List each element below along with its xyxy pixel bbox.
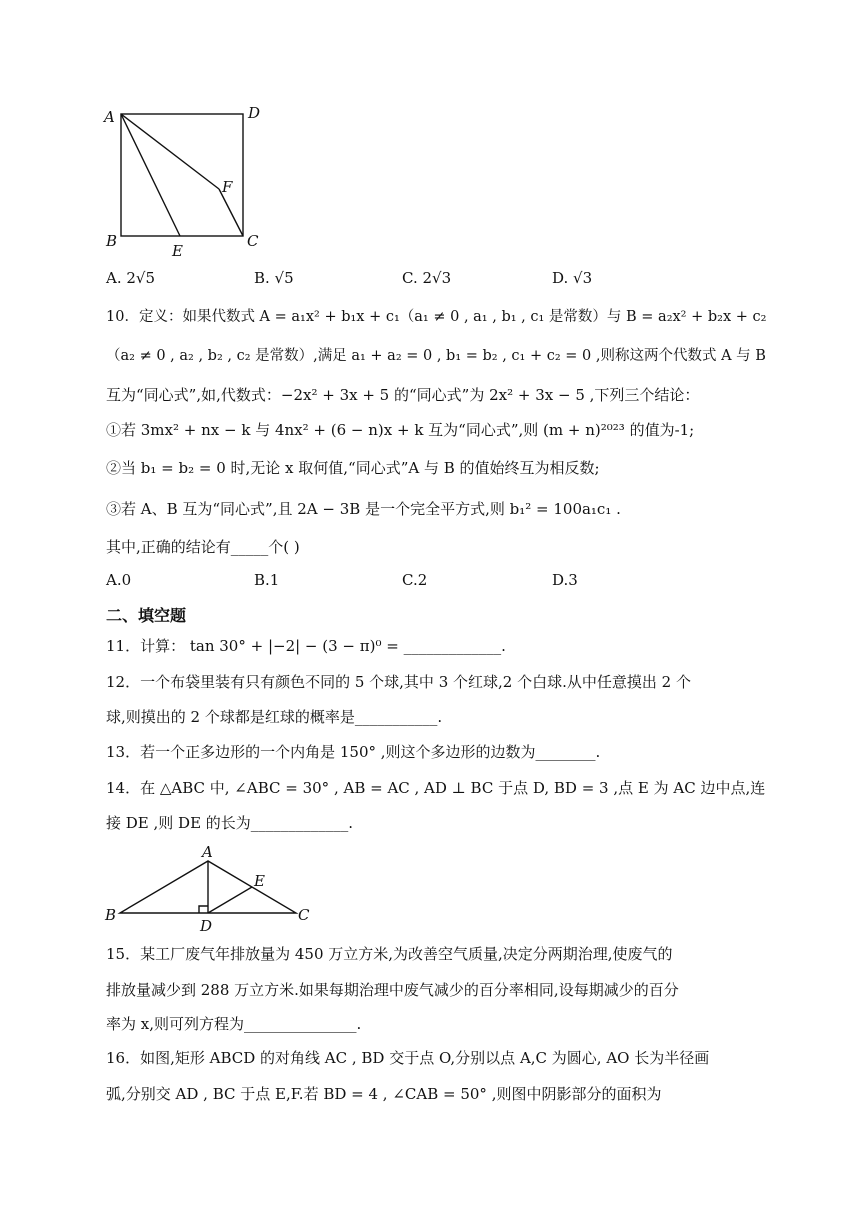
tri-label-d: D: [200, 917, 213, 935]
q9-option-c: C. 2√3: [402, 269, 452, 287]
q10-line-3: 互为“同心式”,如,代数式：−2x² + 3x + 5 的“同心式”为 2x² + 3x − 5 ,下列三个结论：: [106, 386, 700, 404]
tri-label-b: B: [105, 906, 117, 924]
q14-line-1: 14．在 △ABC 中, ∠ABC = 30° , AB = AC , AD ⊥ BC 于点 D, BD = 3 ,点 E 为 AC 边中点,连: [106, 779, 766, 797]
segment-fc: [219, 189, 243, 236]
q12-line-2: 球,则摸出的 2 个球都是红球的概率是___________.: [106, 708, 443, 726]
q9-option-d: D. √3: [552, 269, 593, 287]
q16-line-1: 16．如图,矩形 ABCD 的对角线 AC , BD 交于点 O,分别以点 A,C 为圆心, AO 长为半径画: [106, 1049, 710, 1067]
tri-label-a: A: [202, 843, 213, 861]
q9-option-b: B. √5: [254, 269, 294, 287]
segment-af: [121, 114, 219, 189]
tri-label-c: C: [298, 906, 310, 924]
q10-statement-2: ②当 b₁ = b₂ = 0 时,无论 x 取何值,“同心式”A 与 B 的值始终互为相反数;: [106, 459, 600, 477]
q10-statement-3: ③若 A、B 互为“同心式”,且 2A − 3B 是一个完全平方式,则 b₁² = 100a₁c₁ .: [106, 500, 621, 518]
tri-label-e: E: [254, 872, 265, 890]
label-c: C: [247, 232, 259, 250]
q10-option-a: A.0: [106, 571, 132, 589]
q12-line-1: 12．一个布袋里装有只有颜色不同的 5 个球,其中 3 个红球,2 个白球.从中任意摸出 2 个: [106, 673, 691, 691]
q15-line-2: 排放量减少到 288 万立方米.如果每期治理中废气减少的百分率相同,设每期减少的百分: [106, 981, 679, 999]
q10-option-b: B.1: [254, 571, 280, 589]
label-e: E: [172, 242, 183, 260]
q10-statement-1: ①若 3mx² + nx − k 与 4nx² + (6 − n)x + k 互为“同心式”,则 (m + n)²⁰²³ 的值为-1;: [106, 421, 695, 439]
square-abcd: [121, 114, 243, 236]
q14-line-2: 接 DE ,则 DE 的长为_____________.: [106, 814, 354, 832]
q10-line-1: 10．定义：如果代数式 A = a₁x² + b₁x + c₁（a₁ ≠ 0 , a₁ , b₁ , c₁ 是常数）与 B = a₂x² + b₂x + c₂: [106, 309, 767, 325]
q16-line-2: 弧,分别交 AD , BC 于点 E,F.若 BD = 4 , ∠CAB = 50° ,则图中阴影部分的面积为: [106, 1085, 662, 1103]
q10-line-2: （a₂ ≠ 0 , a₂ , b₂ , c₂ 是常数）,满足 a₁ + a₂ = 0 , b₁ = b₂ , c₁ + c₂ = 0 ,则称这两个代数式 A 与 B: [106, 348, 766, 364]
q13: 13．若一个正多边形的一个内角是 150° ,则这个多边形的边数为________.: [106, 743, 601, 761]
q10-question: 其中,正确的结论有_____个( ): [106, 538, 300, 556]
label-f: F: [222, 178, 233, 196]
label-a: A: [104, 108, 115, 126]
section-heading: 二、填空题: [106, 606, 187, 625]
q10-option-c: C.2: [402, 571, 428, 589]
triangle-figure: [100, 840, 330, 940]
square-figure: [100, 100, 280, 265]
segment-ae: [121, 114, 180, 236]
q9-option-a: A. 2√5: [106, 269, 156, 287]
right-angle-mark: [199, 906, 208, 913]
label-d: D: [248, 104, 261, 122]
q15-line-1: 15．某工厂废气年排放量为 450 万立方米,为改善空气质量,决定分两期治理,使废气的: [106, 945, 673, 963]
q15-line-3: 率为 x,则可列方程为_______________.: [106, 1015, 362, 1033]
label-b: B: [106, 232, 118, 250]
segment-de: [208, 887, 252, 913]
q10-option-d: D.3: [552, 571, 578, 589]
q11: 11．计算： tan 30° + |−2| − (3 − π)⁰ = _____________.: [106, 637, 506, 655]
